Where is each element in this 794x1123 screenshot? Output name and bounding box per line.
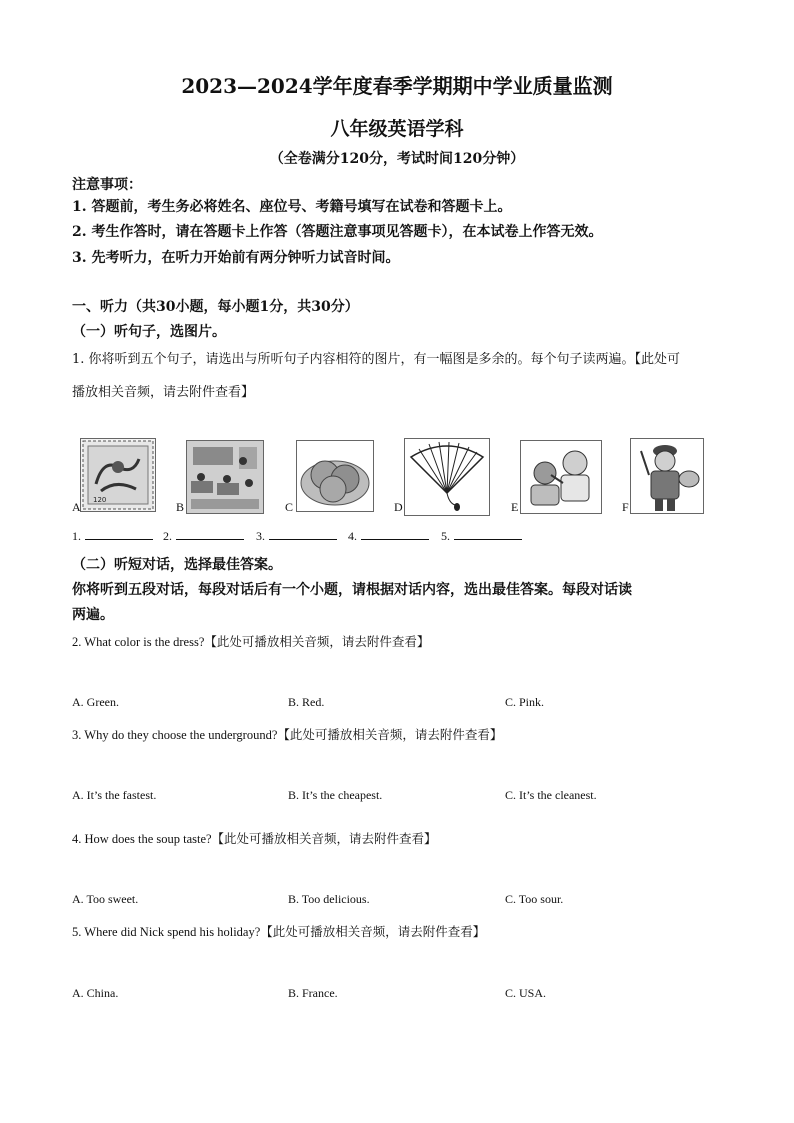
classroom-icon: [186, 440, 264, 514]
note-item-2: 2. 考生作答时，请在答题卡上作答（答题注意事项见答题卡），在本试卷上作答无效。: [72, 224, 603, 240]
picture-letter-b: B: [176, 500, 185, 514]
picture-letter-a: A: [72, 500, 81, 514]
question-5-stem: 5. Where did Nick spend his holiday?【此处可播放相关音频，请去附件查看】: [72, 925, 486, 939]
q4-option-b[interactable]: B. Too delicious.: [288, 892, 370, 906]
q5-option-b[interactable]: B. France.: [288, 986, 338, 1000]
answer-blank-1[interactable]: 1.: [72, 527, 153, 544]
q2-option-a[interactable]: A. Green.: [72, 695, 119, 709]
q3-option-b[interactable]: B. It’s the cheapest.: [288, 788, 383, 802]
q4-option-c[interactable]: C. Too sour.: [505, 892, 564, 906]
q1-instructions-line1: 1. 你将听到五个句子，请选出与所听句子内容相符的图片，有一幅图是多余的。每个句子读两遍。【此处可: [72, 352, 681, 367]
picture-letter-f: F: [622, 500, 629, 514]
note-item-1: 1. 答题前，考生务必将姓名、座位号、考籍号填写在试卷和答题卡上。: [72, 199, 512, 215]
notes-heading: 注意事项：: [72, 177, 142, 193]
folding-fan-icon: [404, 438, 490, 516]
q2-option-b[interactable]: B. Red.: [288, 695, 325, 709]
part2-intro-line2: 两遍。: [72, 607, 114, 623]
question-4-stem: 4. How does the soup taste?【此处可播放相关音频，请去附件查看】: [72, 832, 437, 846]
answer-blank-5[interactable]: 5.: [441, 527, 522, 544]
q5-option-c[interactable]: C. USA.: [505, 986, 547, 1000]
score-note: （全卷满分120分，考试时间120分钟）: [269, 151, 525, 167]
q4-option-a[interactable]: A. Too sweet.: [72, 892, 139, 906]
picture-letter-d: D: [394, 500, 403, 514]
q5-option-a[interactable]: A. China.: [72, 986, 119, 1000]
exam-title: 2023—2024学年度春季学期期中学业质量监测: [181, 74, 613, 98]
q3-option-a[interactable]: A. It’s the fastest.: [72, 788, 157, 802]
part2-heading: （二）听短对话，选择最佳答案。: [72, 557, 282, 573]
subject-title: 八年级英语学科: [330, 118, 464, 140]
q1-instructions-line2: 播放相关音频，请去附件查看】: [72, 385, 255, 400]
biscuits-plate-icon: [296, 440, 374, 512]
question-2-stem: 2. What color is the dress?【此处可播放相关音频，请去附件查看】: [72, 635, 430, 649]
q3-option-c[interactable]: C. It’s the cleanest.: [505, 788, 597, 802]
part1-heading: （一）听句子，选图片。: [72, 324, 226, 340]
note-item-3: 3. 先考听力，在听力开始前有两分钟听力试音时间。: [72, 250, 400, 266]
painter-icon: [630, 438, 704, 514]
part2-intro-line1: 你将听到五段对话，每段对话后有一个小题，请根据对话内容，选出最佳答案。每段对话读: [72, 582, 632, 598]
picture-letter-c: C: [285, 500, 294, 514]
section-heading: 一、听力（共30小题，每小题1分，共30分）: [72, 299, 359, 315]
doctor-patient-icon: [520, 440, 602, 514]
answer-blank-2[interactable]: 2.: [163, 527, 244, 544]
question-3-stem: 3. Why do they choose the underground?【此处可播放相关音频，请去附件查看】: [72, 728, 503, 742]
svg-text:120: 120: [93, 496, 107, 504]
answer-blank-4[interactable]: 4.: [348, 527, 429, 544]
q2-option-c[interactable]: C. Pink.: [505, 695, 545, 709]
picture-letter-e: E: [511, 500, 519, 514]
dragon-stamp-icon: [80, 438, 156, 512]
answer-blank-3[interactable]: 3.: [256, 527, 337, 544]
